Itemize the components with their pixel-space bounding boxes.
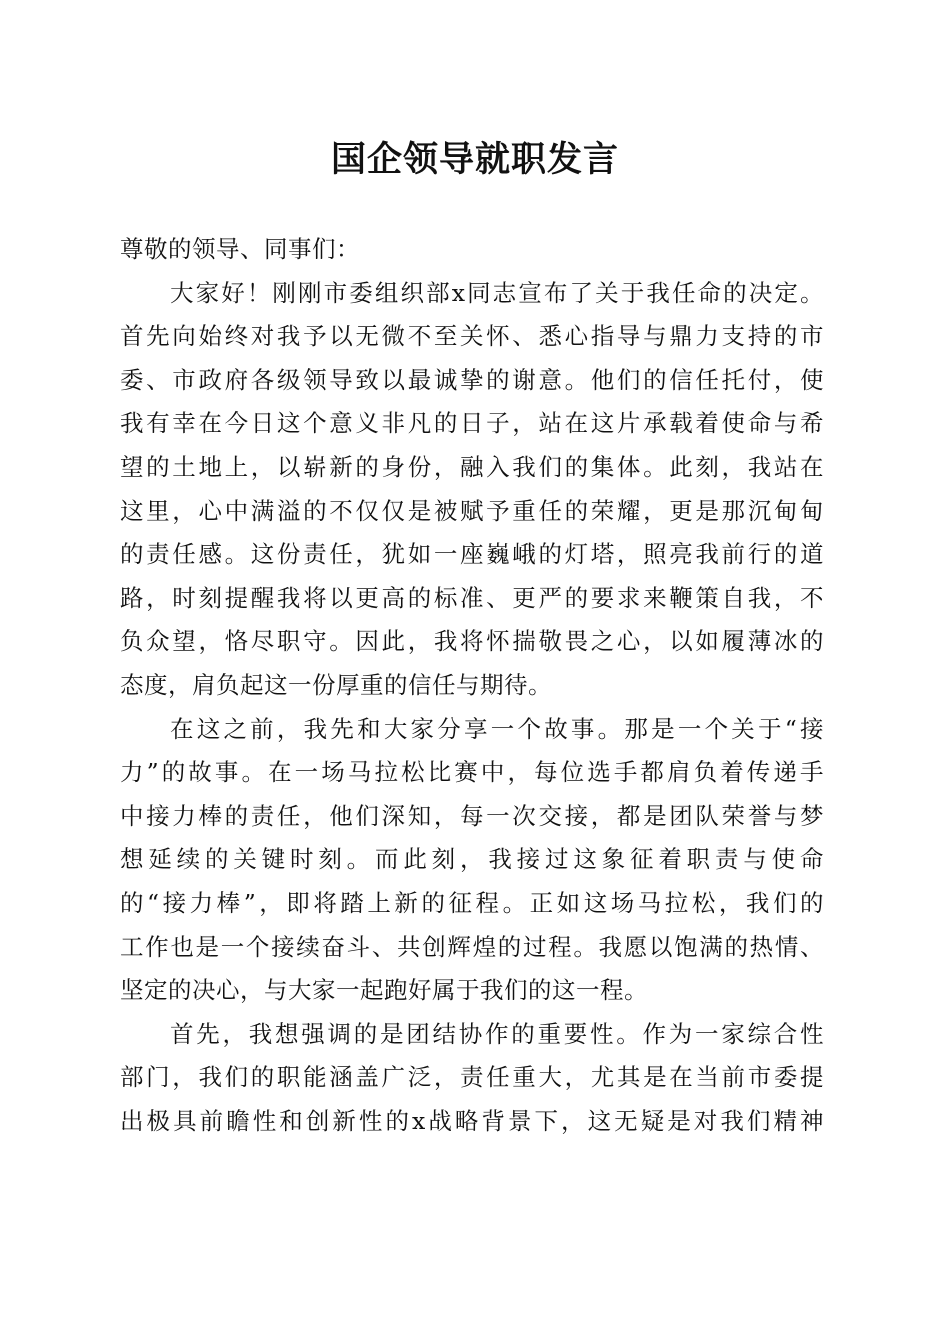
text-line: 态度，肩负起这一份厚重的信任与期待。	[120, 670, 552, 699]
text-line: 想延续的关键时刻。而此刻，我接过这象征着职责与使命	[120, 845, 824, 874]
document-body	[120, 228, 824, 1143]
text-line: 的责任感。这份责任，犹如一座巍峨的灯塔，照亮我前行的道	[120, 540, 824, 569]
text-line: 出极具前瞻性和创新性的x战略背景下，这无疑是对我们精神	[120, 1106, 824, 1135]
text-line: 委、市政府各级领导致以最诚挚的谢意。他们的信任托付，使	[120, 365, 824, 394]
text-line: 工作也是一个接续奋斗、共创辉煌的过程。我愿以饱满的热情、	[120, 932, 824, 961]
text-line: 望的土地上，以崭新的身份，融入我们的集体。此刻，我站在	[120, 452, 824, 481]
text-line: 力”的故事。在一场马拉松比赛中，每位选手都肩负着传递手	[120, 758, 824, 787]
text-line: 首先，我想强调的是团结协作的重要性。作为一家综合性	[170, 1019, 824, 1048]
text-line: 中接力棒的责任，他们深知，每一次交接，都是团队荣誉与梦	[120, 801, 824, 830]
text-line: 路，时刻提醒我将以更高的标准、更严的要求来鞭策自我，不	[120, 583, 824, 612]
text-line: 尊敬的领导、同事们：	[120, 235, 360, 263]
text-line: 在这之前，我先和大家分享一个故事。那是一个关于“接	[170, 714, 824, 743]
text-line: 部门，我们的职能涵盖广泛，责任重大，尤其是在当前市委提	[120, 1063, 824, 1092]
text-line: 坚定的决心，与大家一起跑好属于我们的这一程。	[120, 976, 648, 1005]
document-title: 国企领导就职发言	[330, 139, 619, 180]
text-line: 负众望，恪尽职守。因此，我将怀揣敬畏之心，以如履薄冰的	[120, 627, 824, 656]
text-line: 大家好！刚刚市委组织部x同志宣布了关于我任命的决定。	[170, 278, 824, 307]
text-line: 我有幸在今日这个意义非凡的日子，站在这片承载着使命与希	[120, 409, 824, 438]
text-line: 首先向始终对我予以无微不至关怀、悉心指导与鼎力支持的市	[120, 322, 824, 351]
text-line: 的“接力棒”，即将踏上新的征程。正如这场马拉松，我们的	[120, 888, 824, 917]
text-line: 这里，心中满溢的不仅仅是被赋予重任的荣耀，更是那沉甸甸	[120, 496, 824, 525]
